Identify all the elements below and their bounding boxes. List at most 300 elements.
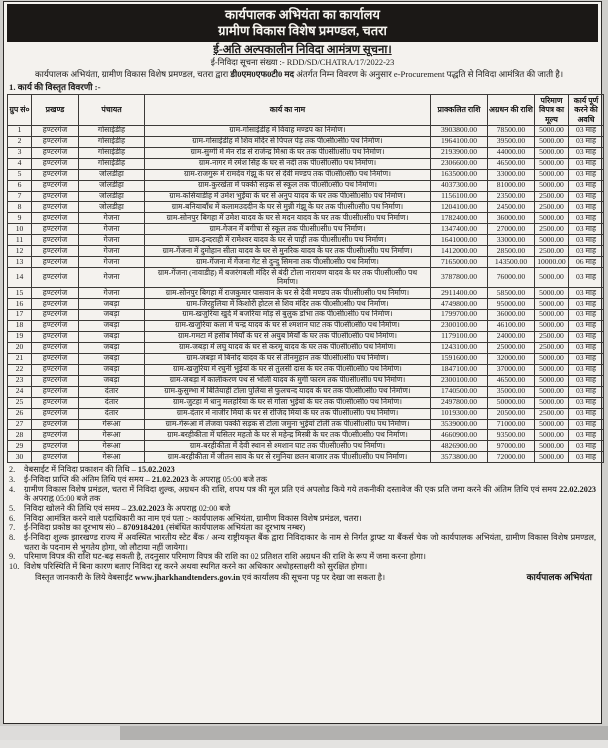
table-cell: 1204100.00 bbox=[431, 202, 488, 213]
table-row bbox=[8, 125, 604, 136]
note-text: ग्रामीण विकास विशेष प्रमंडल, चतरा में निविदा शुल्क, अग्रधन की राशि, शपथ पत्र की मूल प्रति एवं अपलोड किये गये तकनीकी दस्तावेज की एक प्रति जमा करने की अंतिम तिथि एवं समय 22.02.2023 के अपराह्न 05:00 बजे तक bbox=[24, 484, 596, 504]
table-row bbox=[8, 408, 604, 419]
note-item bbox=[9, 562, 596, 572]
table-cell: हण्टरगंज bbox=[32, 125, 79, 136]
table-cell: 13 bbox=[8, 257, 32, 268]
table-cell: 29 bbox=[8, 441, 32, 452]
table-cell: जबड़ा bbox=[79, 342, 145, 353]
table-cell: ग्राम-राजगुरू में रामदेव गंझू के घर से देवी मण्डप तक पी0सी0सी0 पथ निर्माण। bbox=[145, 169, 431, 180]
table-row bbox=[8, 441, 604, 452]
table-cell: 5000.00 bbox=[535, 375, 569, 386]
table-cell: 03 माह bbox=[569, 386, 604, 397]
table-cell: ग्राम-कुसुम्भा में बितियाही टोला पुलिया से फुलचन्द यादव के घर तक पी0सी0सी0 पथ निर्माण। bbox=[145, 386, 431, 397]
table-cell: 20 bbox=[8, 342, 32, 353]
table-cell: 5000.00 bbox=[535, 180, 569, 191]
table-cell: गेजना bbox=[79, 213, 145, 224]
table-cell: 35000.00 bbox=[488, 386, 535, 397]
table-cell: 26 bbox=[8, 408, 32, 419]
table-cell: 5000.00 bbox=[535, 441, 569, 452]
table-row bbox=[8, 364, 604, 375]
table-row bbox=[8, 353, 604, 364]
intro-post: अंतर्गत निम्न विवरण के अनुसार e-Procurement पद्धति से निविदा आमंत्रित की जाती है। bbox=[294, 69, 564, 80]
column-header: ग्रुप सं० bbox=[8, 95, 32, 126]
table-cell: जबड़ा bbox=[79, 309, 145, 320]
table-cell: 5000.00 bbox=[535, 288, 569, 299]
table-cell: 03 माह bbox=[569, 202, 604, 213]
table-cell: 1412000.00 bbox=[431, 246, 488, 257]
table-cell: हण्टरगंज bbox=[32, 202, 79, 213]
table-cell: 1179100.00 bbox=[431, 331, 488, 342]
table-cell: 03 माह bbox=[569, 452, 604, 463]
table-cell: जबड़ा bbox=[79, 353, 145, 364]
table-row bbox=[8, 452, 604, 463]
table-cell: 24000.00 bbox=[488, 331, 535, 342]
table-cell: हण्टरगंज bbox=[32, 419, 79, 430]
table-cell: हण्टरगंज bbox=[32, 309, 79, 320]
table-cell: जोलडीहा bbox=[79, 191, 145, 202]
table-cell: 6 bbox=[8, 180, 32, 191]
table-cell: 03 माह bbox=[569, 224, 604, 235]
note-number: 7. bbox=[9, 523, 16, 533]
note-item bbox=[9, 514, 596, 524]
table-cell: 03 माह bbox=[569, 408, 604, 419]
table-cell: 2911400.00 bbox=[431, 288, 488, 299]
table-cell: गोसाईडीह bbox=[79, 158, 145, 169]
table-cell: 03 माह bbox=[569, 158, 604, 169]
table-cell: 5000.00 bbox=[535, 158, 569, 169]
table-cell: 03 माह bbox=[569, 397, 604, 408]
table-cell: 03 माह bbox=[569, 353, 604, 364]
table-cell: हण्टरगंज bbox=[32, 191, 79, 202]
table-cell: ग्राम-सोनपुर बिगहा में उमेश यादव के घर से मदन यादव के घर तक पी0सी0सी0 पथ निर्माण। bbox=[145, 213, 431, 224]
table-cell: 14 bbox=[8, 268, 32, 288]
table-cell: 03 माह bbox=[569, 235, 604, 246]
works-table bbox=[7, 94, 604, 463]
note-text: वेबसाईट में निविदा प्रकाशन की तिथि – 15.02.2023 bbox=[24, 465, 175, 475]
table-row bbox=[8, 180, 604, 191]
table-cell: 143500.00 bbox=[488, 257, 535, 268]
table-cell: 27000.00 bbox=[488, 224, 535, 235]
table-cell: हण्टरगंज bbox=[32, 364, 79, 375]
table-cell: 46500.00 bbox=[488, 375, 535, 386]
table-cell: 4660900.00 bbox=[431, 430, 488, 441]
table-cell: हण्टरगंज bbox=[32, 169, 79, 180]
table-cell: 95000.00 bbox=[488, 299, 535, 310]
table-cell: ग्राम-दंतार में नाजीर मियां के घर से रोजिद मियां के घर तक पी0सी0सी0 पथ निर्माण। bbox=[145, 408, 431, 419]
notes-list bbox=[7, 465, 598, 571]
table-cell: 7 bbox=[8, 191, 32, 202]
table-cell: 8 bbox=[8, 202, 32, 213]
table-cell: 06 माह bbox=[569, 257, 604, 268]
more-info-pre: विस्तृत जानकारी के लिये वेबसाईट bbox=[35, 572, 135, 582]
table-cell: 5000.00 bbox=[535, 169, 569, 180]
table-cell: 22 bbox=[8, 364, 32, 375]
table-cell: 93500.00 bbox=[488, 430, 535, 441]
table-cell: 2500.00 bbox=[535, 191, 569, 202]
note-text: विशेष परिस्थिति में बिना कारण बताए निविदा रद्द करने अथवा स्थगित करने का अधिकार अधोहस्ताक्षरी को सुरक्षित होगा। bbox=[24, 562, 368, 572]
note-item bbox=[9, 552, 596, 562]
table-cell: 21 bbox=[8, 353, 32, 364]
tenders-website-url: www.jharkhandtenders.gov.in bbox=[134, 572, 241, 582]
table-cell: 03 माह bbox=[569, 147, 604, 158]
table-cell: 03 माह bbox=[569, 375, 604, 386]
note-number: 3. bbox=[9, 475, 16, 484]
table-row bbox=[8, 430, 604, 441]
table-cell: 30 bbox=[8, 452, 32, 463]
table-cell: ग्राम-बरहीकीता में जीतन साव के घर से रमुनिया छतन बाजार तक पी0सी0सी0 पथ निर्माण। bbox=[145, 452, 431, 463]
table-cell: ग्राम-गेंजना में गेंजना गेट से दुन्दु सिमना तक पी0सी0सी0 पथ निर्माण। bbox=[145, 257, 431, 268]
note-number: 6. bbox=[9, 513, 16, 523]
table-cell: 25000.00 bbox=[488, 342, 535, 353]
note-number: 9. bbox=[9, 552, 16, 562]
note-item bbox=[9, 523, 596, 533]
table-cell: 2500.00 bbox=[535, 224, 569, 235]
table-cell: 15 bbox=[8, 288, 32, 299]
table-cell: 03 माह bbox=[569, 342, 604, 353]
table-row bbox=[8, 268, 604, 288]
table-cell: 5000.00 bbox=[535, 125, 569, 136]
footer-line bbox=[9, 572, 592, 583]
column-header: परिमाण विपत्र का मूल्य bbox=[535, 95, 569, 126]
table-cell: 03 माह bbox=[569, 430, 604, 441]
table-cell: 1799700.00 bbox=[431, 309, 488, 320]
note-text: ई-निविदा प्राप्ति की अंतिम तिथि एवं समय – 21.02.2023 के अपराह्न 05:00 बजे तक bbox=[24, 475, 268, 484]
note-item bbox=[9, 485, 596, 504]
table-cell: जबड़ा bbox=[79, 375, 145, 386]
table-cell: 46500.00 bbox=[488, 158, 535, 169]
table-cell: गेरूआ bbox=[79, 441, 145, 452]
table-cell: 2500.00 bbox=[535, 331, 569, 342]
table-cell: 5000.00 bbox=[535, 309, 569, 320]
table-cell: 03 माह bbox=[569, 268, 604, 288]
table-cell: 32000.00 bbox=[488, 353, 535, 364]
column-header: प्रखण्ड bbox=[32, 95, 79, 126]
table-cell: 03 माह bbox=[569, 309, 604, 320]
intro-pre: कार्यपालक अभियंता, ग्रामीण विकास विशेष प्रमण्डल, चतरा द्वारा bbox=[35, 69, 231, 80]
table-cell: हण्टरगंज bbox=[32, 224, 79, 235]
table-cell: हण्टरगंज bbox=[32, 331, 79, 342]
note-text: परिमाण विपत्र की राशि घट-बढ़ सकती है, तदनुसार परिमाण विपत्र की राशि का 02 प्रतिशत राशि अग्रधन की राशि के रूप में जमा करना होगा। bbox=[24, 552, 426, 562]
table-cell: ग्राम-जुटहा में धानु मलहरिया के घर से गोला भुईयां के घर तक पी0सी0सी0 पथ निर्माण। bbox=[145, 397, 431, 408]
note-number: 8. bbox=[9, 533, 16, 543]
table-cell: हण्टरगंज bbox=[32, 246, 79, 257]
table-cell: ग्राम-गमटा में हसीब मियाँ के घर से अयुब मियाँ के घर तक पी0सी0सी0 पथ निर्माण। bbox=[145, 331, 431, 342]
works-table-header-row bbox=[8, 95, 604, 126]
table-cell: 46100.00 bbox=[488, 320, 535, 331]
table-cell: 2500.00 bbox=[535, 202, 569, 213]
table-cell: गेरूआ bbox=[79, 430, 145, 441]
table-cell: 33000.00 bbox=[488, 169, 535, 180]
table-cell: 2500.00 bbox=[535, 342, 569, 353]
table-cell: 78500.00 bbox=[488, 125, 535, 136]
scan-edge-corner bbox=[0, 726, 120, 740]
table-cell: 2300100.00 bbox=[431, 375, 488, 386]
table-cell: जबड़ा bbox=[79, 299, 145, 310]
table-row bbox=[8, 136, 604, 147]
table-cell: दंतार bbox=[79, 386, 145, 397]
table-cell: हण्टरगंज bbox=[32, 441, 79, 452]
table-cell: 3573800.00 bbox=[431, 452, 488, 463]
table-cell: ग्राम-गेजन में बगीचा से स्कूल तक पी0सी0सी0 पथ निर्माण। bbox=[145, 224, 431, 235]
table-cell: ग्राम-गोसाईडीह में विवाह मण्डप का निर्माण। bbox=[145, 125, 431, 136]
table-cell: 5 bbox=[8, 169, 32, 180]
table-cell: 1347400.00 bbox=[431, 224, 488, 235]
column-header: कार्य का नाम bbox=[145, 95, 431, 126]
table-cell: 2300100.00 bbox=[431, 320, 488, 331]
note-item bbox=[9, 475, 596, 485]
table-cell: 1847100.00 bbox=[431, 364, 488, 375]
table-cell: गेजना bbox=[79, 224, 145, 235]
table-cell: ग्राम-सुग्गी में मेन रोड से राजेन्द्र मिश्रा के घर तक पी0सी0सी0 पथ निर्माण। bbox=[145, 147, 431, 158]
table-cell: हण्टरगंज bbox=[32, 180, 79, 191]
table-row bbox=[8, 288, 604, 299]
table-cell: गेजना bbox=[79, 246, 145, 257]
table-cell: 19 bbox=[8, 331, 32, 342]
table-cell: दंतार bbox=[79, 408, 145, 419]
table-cell: जबड़ा bbox=[79, 331, 145, 342]
table-cell: ग्राम-खजुरिया खुर्द में बजरिया मोड़ से बुलुक डोभा तक पी0सी0सी0 पथ निर्माण। bbox=[145, 309, 431, 320]
table-cell: गेरूआ bbox=[79, 419, 145, 430]
table-cell: हण्टरगंज bbox=[32, 257, 79, 268]
intro-paragraph bbox=[9, 69, 596, 80]
table-cell: 24 bbox=[8, 386, 32, 397]
table-cell: 5000.00 bbox=[535, 452, 569, 463]
table-cell: गोसाईडीह bbox=[79, 136, 145, 147]
table-cell: 5000.00 bbox=[535, 430, 569, 441]
table-cell: 76000.00 bbox=[488, 268, 535, 288]
table-cell: हण्टरगंज bbox=[32, 320, 79, 331]
note-number: 4. bbox=[9, 484, 16, 494]
table-cell: 20500.00 bbox=[488, 408, 535, 419]
table-cell: 10000.00 bbox=[535, 257, 569, 268]
table-cell: हण्टरगंज bbox=[32, 235, 79, 246]
table-cell: ग्राम-बरहीकीता में देवी स्थान से श्मशान घाट तक पी0सी0सी0 पथ निर्माण। bbox=[145, 441, 431, 452]
table-cell: हण्टरगंज bbox=[32, 136, 79, 147]
table-cell: जबड़ा bbox=[79, 320, 145, 331]
table-cell: हण्टरगंज bbox=[32, 430, 79, 441]
table-cell: 03 माह bbox=[569, 246, 604, 257]
table-cell: 5000.00 bbox=[535, 364, 569, 375]
table-row bbox=[8, 213, 604, 224]
table-row bbox=[8, 386, 604, 397]
table-cell: ग्राम-जबड़ा में लघु यादव के घर से करमू यादव के घर तक पी0सी0सी0 पथ निर्माण। bbox=[145, 342, 431, 353]
table-row bbox=[8, 147, 604, 158]
note-text: ई-निविदा प्रकोष्ठ का दूरभाष सं0 – 8709184201 (संबंधित कार्यपालक अभियंता का दूरभाष नम्बर) bbox=[24, 523, 306, 533]
table-cell: 37000.00 bbox=[488, 364, 535, 375]
table-cell: 72000.00 bbox=[488, 452, 535, 463]
table-cell: ग्राम-गेंजना में दुमोहान सीता यादव के घर से मुनरिक यादव के घर तक पी0सी0सी0 पथ निर्माण। bbox=[145, 246, 431, 257]
works-section-heading: 1. कार्य की विस्तृत विवरणी :- bbox=[9, 82, 101, 93]
table-cell: जबड़ा bbox=[79, 364, 145, 375]
table-cell: 12 bbox=[8, 246, 32, 257]
table-cell: ग्राम-बनियाबाँध में कलामउददीन के घर से मुन्नी गंझू के घर तक पी0सी0सी0 पथ निर्माण। bbox=[145, 202, 431, 213]
table-cell: 5000.00 bbox=[535, 320, 569, 331]
note-number: 2. bbox=[9, 465, 16, 475]
office-header-band bbox=[7, 4, 598, 42]
table-cell: 03 माह bbox=[569, 169, 604, 180]
note-number: 5. bbox=[9, 504, 16, 514]
table-cell: 18 bbox=[8, 320, 32, 331]
table-cell: हण्टरगंज bbox=[32, 386, 79, 397]
table-cell: 03 माह bbox=[569, 419, 604, 430]
more-info-text bbox=[9, 573, 385, 583]
table-row bbox=[8, 246, 604, 257]
table-cell: जोलडीहा bbox=[79, 180, 145, 191]
table-cell: हण्टरगंज bbox=[32, 408, 79, 419]
table-cell: 2497800.00 bbox=[431, 397, 488, 408]
table-cell: ग्राम-गोसाईडीह में शिव मंदिर से पिपल पेड़ तक पी0सी0सी0 पथ निर्माण। bbox=[145, 136, 431, 147]
table-cell: 5000.00 bbox=[535, 397, 569, 408]
note-text: ई-निविदा शुल्क झारखण्ड राज्य में अवस्थित भारतीय स्टेट बैंक / अन्य राष्ट्रीयकृत बैंक द्वारा निविदाकार के नाम से निर्गत ड्राफ्ट या बैंकर्स चेक जो कार्यपालक अभियंता, ग्रामीण विकास विशेष प्रमण्डल, चतरा के पदनाम से भुगतेय होगा, जो लौटाया नहीं जायेगा। bbox=[24, 533, 596, 552]
table-cell: 5000.00 bbox=[535, 299, 569, 310]
table-cell: हण्टरगंज bbox=[32, 342, 79, 353]
table-cell: 36000.00 bbox=[488, 213, 535, 224]
table-cell: 03 माह bbox=[569, 320, 604, 331]
table-cell: 1964100.00 bbox=[431, 136, 488, 147]
table-cell: 23 bbox=[8, 375, 32, 386]
table-cell: हण्टरगंज bbox=[32, 452, 79, 463]
note-item bbox=[9, 533, 596, 552]
table-row bbox=[8, 224, 604, 235]
table-cell: गेजना bbox=[79, 288, 145, 299]
table-cell: 5000.00 bbox=[535, 235, 569, 246]
table-cell: जोलडीहा bbox=[79, 169, 145, 180]
table-cell: 3 bbox=[8, 147, 32, 158]
table-row bbox=[8, 257, 604, 268]
table-cell: 33000.00 bbox=[488, 235, 535, 246]
table-cell: 5000.00 bbox=[535, 268, 569, 288]
column-header: अग्रधन की राशि bbox=[488, 95, 535, 126]
table-cell: 5000.00 bbox=[535, 147, 569, 158]
table-cell: 1782400.00 bbox=[431, 213, 488, 224]
table-row bbox=[8, 331, 604, 342]
table-cell: 7165000.00 bbox=[431, 257, 488, 268]
table-cell: 03 माह bbox=[569, 180, 604, 191]
note-text: निविदा आमंत्रित करने वाले पदाधिकारी का नाम एवं पता :- कार्यपालक अभियंता, ग्रामीण विकास विशेष प्रमंडल, चतरा। bbox=[24, 513, 362, 523]
table-row bbox=[8, 158, 604, 169]
document-page bbox=[3, 1, 602, 724]
intro-fund-head: डी0एम0एफ0टी0 मद bbox=[230, 69, 295, 80]
signature-designation: कार्यपालक अभियंता bbox=[526, 571, 592, 582]
table-cell: 1740500.00 bbox=[431, 386, 488, 397]
table-cell: 1019300.00 bbox=[431, 408, 488, 419]
table-cell: 03 माह bbox=[569, 191, 604, 202]
table-row bbox=[8, 309, 604, 320]
table-cell: 03 माह bbox=[569, 125, 604, 136]
table-cell: 5000.00 bbox=[535, 213, 569, 224]
table-cell: 44000.00 bbox=[488, 147, 535, 158]
table-cell: 28 bbox=[8, 430, 32, 441]
table-cell: 17 bbox=[8, 309, 32, 320]
table-cell: 2193900.00 bbox=[431, 147, 488, 158]
table-cell: हण्टरगंज bbox=[32, 353, 79, 364]
table-cell: 03 माह bbox=[569, 441, 604, 452]
table-cell: 4 bbox=[8, 158, 32, 169]
table-cell: हण्टरगंज bbox=[32, 147, 79, 158]
table-cell: ग्राम-सोनपुर बिगहा में राजकुमार पासवान के घर से देवी मण्डप तक पी0सी0सी0 पथ निर्माण। bbox=[145, 288, 431, 299]
table-row bbox=[8, 191, 604, 202]
note-item bbox=[9, 465, 596, 475]
table-cell: 11 bbox=[8, 235, 32, 246]
table-cell: 4749800.00 bbox=[431, 299, 488, 310]
table-row bbox=[8, 397, 604, 408]
note-text: निविदा खोलने की तिथि एवं समय – 23.02.2023 के अपराह्न 02:00 बजे bbox=[24, 504, 231, 514]
table-cell: 2500.00 bbox=[535, 408, 569, 419]
table-cell: 1156100.00 bbox=[431, 191, 488, 202]
table-cell: 1641000.00 bbox=[431, 235, 488, 246]
table-cell: हण्टरगंज bbox=[32, 375, 79, 386]
table-cell: हण्टरगंज bbox=[32, 268, 79, 288]
table-cell: 9 bbox=[8, 213, 32, 224]
table-row bbox=[8, 202, 604, 213]
table-cell: दंतार bbox=[79, 397, 145, 408]
table-cell: गेजना bbox=[79, 235, 145, 246]
table-cell: ग्राम-खजुरिया कला में चन्द्र यादव के घर से श्मशान घाट तक पी0सी0सी0 पथ निर्माण। bbox=[145, 320, 431, 331]
table-cell: गोसाईडीह bbox=[79, 125, 145, 136]
table-cell: हण्टरगंज bbox=[32, 299, 79, 310]
table-cell: 3787800.00 bbox=[431, 268, 488, 288]
table-cell: ग्राम-गेंजना (नावाडीह) में बजरंगबली मंदिर से बंदी टोला नारायण यादव के घर तक पी0सी0सी0 पथ निर्माण। bbox=[145, 268, 431, 288]
table-cell: ग्राम-जिरहुलिया में किशोरी होटल से शिव मंदिर तक पी0सी0सी0 पथ निर्माण। bbox=[145, 299, 431, 310]
table-cell: जोलडीहा bbox=[79, 202, 145, 213]
table-row bbox=[8, 169, 604, 180]
table-cell: 39500.00 bbox=[488, 136, 535, 147]
table-cell: ग्राम-इन्दराही में रामेश्वर यादव के घर से पाही तक पी0सी0सी0 पथ निर्माण। bbox=[145, 235, 431, 246]
table-cell: ग्राम-खजुरिया में रघुनी भुईयां के घर से तुलसी दास के घर तक पी0सी0सी0 पथ निर्माण। bbox=[145, 364, 431, 375]
table-row bbox=[8, 320, 604, 331]
table-cell: 1 bbox=[8, 125, 32, 136]
column-header: कार्य पूर्ण करने की अवधि bbox=[569, 95, 604, 126]
column-header: पंचायत bbox=[79, 95, 145, 126]
table-cell: ग्राम-बरहीकीता में घसितर महतो के घर से महेन्द्र मिस्त्री के घर तक पी0सी0सी0 पथ निर्माण। bbox=[145, 430, 431, 441]
table-cell: हण्टरगंज bbox=[32, 288, 79, 299]
table-cell: 5000.00 bbox=[535, 386, 569, 397]
table-cell: 81000.00 bbox=[488, 180, 535, 191]
table-cell: ग्राम-कसियाडीह में उमेश भुईंया के घर से अनुप यादव के घर तक पी0सी0सी0 पथ निर्माण। bbox=[145, 191, 431, 202]
table-cell: 16 bbox=[8, 299, 32, 310]
table-cell: 50000.00 bbox=[488, 397, 535, 408]
table-row bbox=[8, 235, 604, 246]
table-cell: 4826900.00 bbox=[431, 441, 488, 452]
table-cell: हण्टरगंज bbox=[32, 397, 79, 408]
notice-title: ई-अति अल्पकालीन निविदा आमंत्रण सूचना। bbox=[213, 44, 392, 57]
table-cell: 97000.00 bbox=[488, 441, 535, 452]
table-cell: ग्राम-कुरखेता में पक्की सड़क से स्कूल तक पी0सी0सी0 पथ निर्माण। bbox=[145, 180, 431, 191]
table-cell: 10 bbox=[8, 224, 32, 235]
table-cell: 28500.00 bbox=[488, 246, 535, 257]
column-header: प्राक्कलित राशि bbox=[431, 95, 488, 126]
table-cell: 03 माह bbox=[569, 299, 604, 310]
table-cell: 5000.00 bbox=[535, 136, 569, 147]
table-cell: 2 bbox=[8, 136, 32, 147]
table-cell: 71000.00 bbox=[488, 419, 535, 430]
table-cell: हण्टरगंज bbox=[32, 158, 79, 169]
table-cell: 3539000.00 bbox=[431, 419, 488, 430]
table-cell: 4037300.00 bbox=[431, 180, 488, 191]
table-cell: 25 bbox=[8, 397, 32, 408]
table-cell: 03 माह bbox=[569, 288, 604, 299]
table-cell: 1243100.00 bbox=[431, 342, 488, 353]
note-item bbox=[9, 504, 596, 514]
table-cell: 03 माह bbox=[569, 364, 604, 375]
notice-number: ई-निविदा सूचना संख्या :- RDD/SD/CHATRA/17/2022-23 bbox=[210, 58, 395, 68]
table-row bbox=[8, 342, 604, 353]
table-cell: 24500.00 bbox=[488, 202, 535, 213]
note-number: 10. bbox=[9, 562, 20, 572]
table-cell: 03 माह bbox=[569, 136, 604, 147]
table-cell: 03 माह bbox=[569, 213, 604, 224]
table-cell: 23500.00 bbox=[488, 191, 535, 202]
